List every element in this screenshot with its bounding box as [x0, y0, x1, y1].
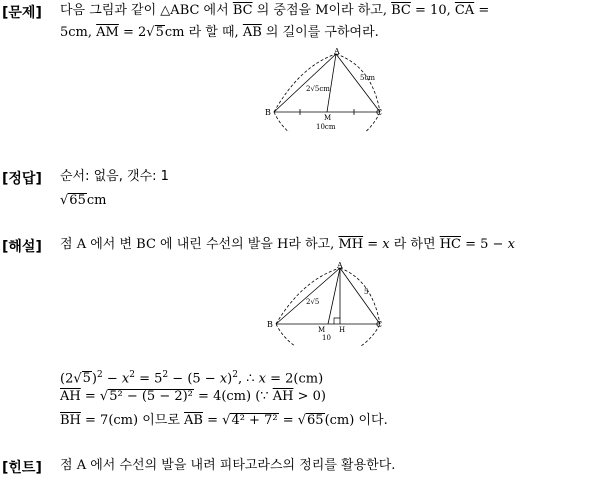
vertex-c: C — [376, 320, 383, 329]
label-ac: 5 — [364, 288, 369, 296]
label-bc: 10cm — [316, 123, 336, 131]
solution-figure — [262, 260, 392, 346]
vertex-b: B — [265, 108, 271, 117]
side-ac — [336, 54, 380, 112]
right-angle-mark — [334, 318, 340, 324]
solution-tag: [해설] — [2, 239, 42, 255]
hint-text: 점 A 에서 수선의 발을 내려 피타고라스의 정리를 활용한다. — [60, 458, 396, 473]
solution-line-1: 점 A 에서 변 BC 에 내린 수선의 발을 H라 하고, $\overline{MH} = x$ 라 하면 $\overline{HC} = 5 - x$ — [60, 237, 515, 252]
answer-tag: [정답] — [2, 171, 42, 187]
problem-line-2: 5cm, $\overline{AM} = 2√5cm$ 라 할 때, $\overline{AB}$ 의 길이를 구하여라. — [60, 25, 379, 40]
side-ab — [276, 268, 340, 324]
answer-value: √65cm — [60, 193, 107, 208]
solution-eq-3: $\overline{BH} = 7(cm)$ 이므로 $\overline{AB} = √4^2 + 7^2 = √65(cm)$ 이다. — [60, 413, 388, 428]
vertex-a: A — [334, 47, 340, 56]
vertex-a: A — [337, 261, 343, 270]
side-ab — [274, 54, 336, 112]
vertex-b: B — [267, 320, 273, 329]
solution-eq-2: $\overline{AH} = √5^2 - (5 - 2)^2 = 4(cm)$ (∵ $\overline{AH} > 0$) — [60, 389, 326, 404]
label-ac: 5cm — [360, 74, 376, 82]
label-bc: 10 — [322, 334, 331, 342]
point-m: M — [324, 114, 332, 122]
solution-eq-1: $(2√5)^2 - x^2 = 5^2 - (5 - x)^2$, ∴ x = 2(cm) — [60, 370, 324, 387]
hint-tag: [힌트] — [2, 460, 42, 476]
problem-tag: [문제] — [2, 5, 42, 21]
median-am — [327, 54, 336, 112]
side-ac — [340, 268, 380, 324]
point-m: M — [318, 326, 326, 334]
problem-figure — [260, 46, 390, 132]
problem-line-1: 다음 그림과 같이 △ABC 에서 $\overline{BC}$ 의 중점을 M이라 하고, $\overline{BC} = 10$, $\overline{CA}$ = — [60, 3, 490, 18]
point-h: H — [339, 326, 346, 334]
label-am: 2√5cm — [306, 85, 330, 93]
label-am: 2√5 — [306, 298, 320, 306]
answer-line-1: 순서: 없음, 갯수: 1 — [60, 169, 169, 184]
vertex-c: C — [376, 108, 383, 117]
